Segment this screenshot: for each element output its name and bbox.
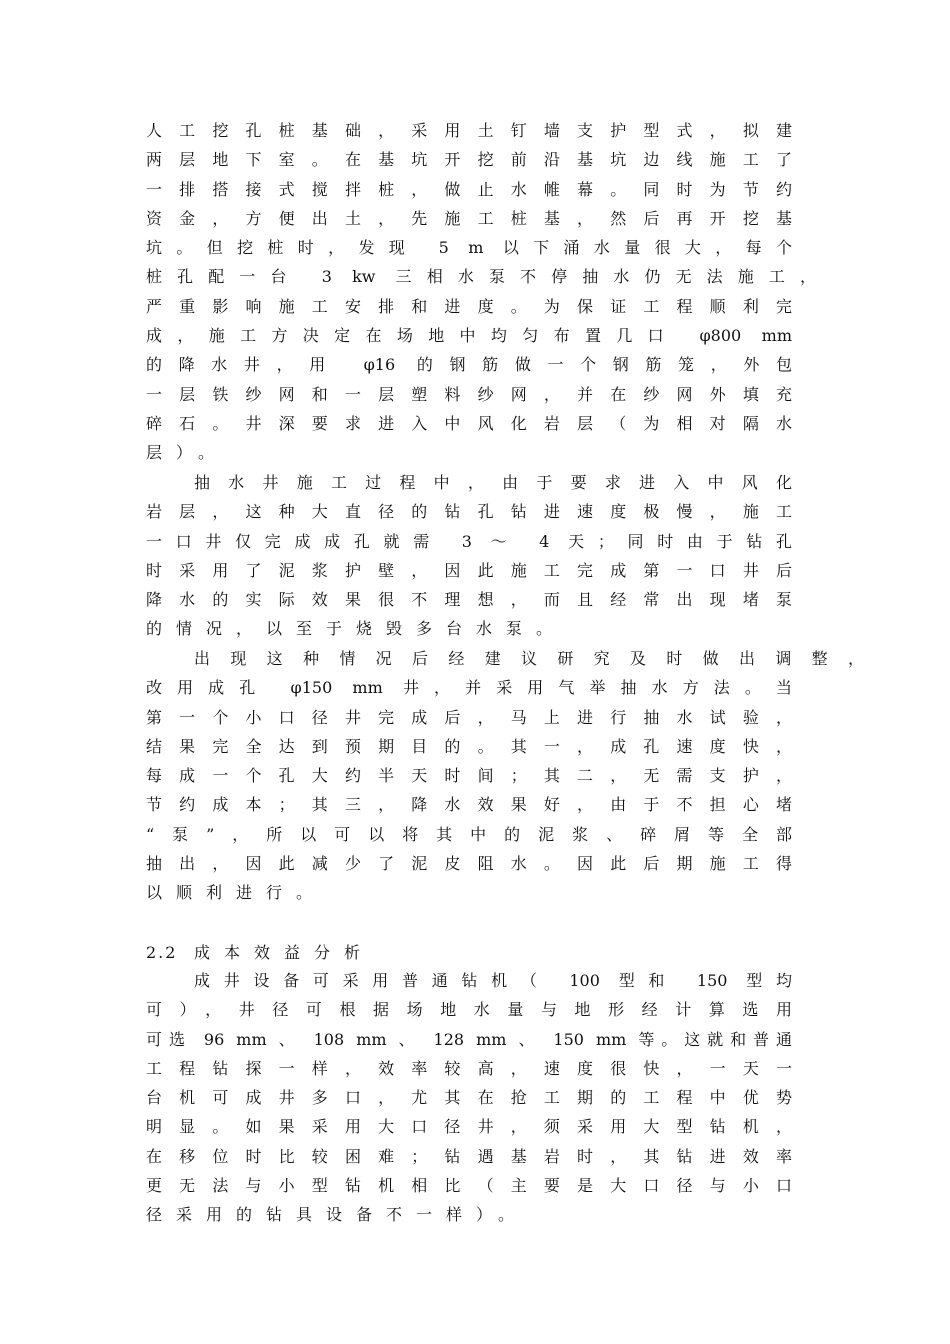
text-line: 节约成本；其三，降水效果好，由于不担心堵 — [146, 795, 792, 815]
text-line: 成，施工方决定在场地中均匀布置几口 φ800 mm — [146, 326, 792, 346]
text-line: 一排搭接式搅拌桩，做止水帷幕。同时为节约 — [146, 179, 792, 199]
text-line: 每成一个孔大约半天时间；其二，无需支护， — [146, 766, 792, 786]
text-line: 出现这种情况后经建议研究及时做出调整， — [194, 649, 864, 668]
text-line: 岩层，这种大直径的钻孔钻进速度极慢，施工 — [146, 502, 792, 522]
text-line: 桩孔配一台 3 kw 三相水泵不停抽水仍无法施工， — [146, 267, 816, 287]
text-line: 一口井仅完成成孔就需 3 ～ 4 天；同时由于钻孔 — [146, 531, 792, 551]
text-line: 抽水井施工过程中，由于要求进入中风化 — [194, 473, 792, 492]
text-line: 一层铁纱网和一层塑料纱网，并在纱网外填充 — [146, 384, 792, 404]
text-line: 降水的实际效果很不理想，而且经常出现堵泵 — [146, 590, 792, 610]
paragraph-1 — [146, 116, 816, 468]
section-number: 2.2 — [146, 943, 178, 962]
text-line: 明显。如果采用大口径井，须采用大型钻机， — [146, 1117, 792, 1137]
text-line: 的情况，以至于烧毁多台水泵。 — [146, 619, 567, 639]
text-line: 碎石。井深要求进入中风化岩层（为相对隔水 — [146, 413, 792, 433]
text-line: 成井设备可采用普通钻机（ 100 型和 150 型均 — [194, 971, 792, 990]
text-line: 以顺利进行。 — [146, 883, 327, 903]
text-line: 工程钻探一样，效率较高，速度很快，一天一 — [146, 1058, 792, 1078]
text-line: 时采用了泥浆护壁，因此施工完成第一口井后 — [146, 560, 792, 580]
text-line: 在移位时比较困难；钻遇基岩时，其钻进效率 — [146, 1146, 792, 1166]
text-line: 可选 96 mm 、 108 mm 、 128 mm 、 150 mm 等。这就和普通 — [146, 1029, 792, 1049]
text-line: 人工挖孔桩基础，采用土钉墙支护型式，拟建 — [146, 121, 792, 140]
text-line: 坑。但挖桩时，发现 5 m 以下涌水量很大，每个 — [146, 238, 792, 258]
text-line: 台机可成井多口，尤其在抢工期的工程中优势 — [146, 1088, 792, 1108]
text-line: 更无法与小型钻机相比（主要是大口径与小口 — [146, 1176, 792, 1196]
text-line: 严重影响施工安排和进度。为保证工程顺利完 — [146, 296, 792, 316]
text-line: “泵”，所以可以将其中的泥浆、碎屑等全部 — [146, 824, 792, 844]
text-line: 改用成孔 φ150 mm 井，并采用气举抽水方法。当 — [146, 678, 792, 698]
text-line: 资金，方便出土，先施工桩基，然后再开挖基 — [146, 208, 792, 228]
text-line: 的降水井，用 φ16 的钢筋做一个钢筋笼，外包 — [146, 355, 792, 375]
section-title: 成本效益分析 — [194, 943, 375, 962]
text-line: 层）。 — [146, 443, 229, 463]
text-line: 径采用的钻具设备不一样）。 — [146, 1205, 529, 1225]
text-line: 结果完全达到预期目的。其一，成孔速度快， — [146, 736, 792, 756]
section-paragraph — [146, 966, 792, 1230]
section-heading — [146, 938, 374, 967]
paragraph-2 — [146, 468, 792, 644]
text-line: 第一个小口径井完成后，马上进行抽水试验， — [146, 707, 792, 727]
text-line: 抽出，因此减少了泥皮阻水。因此后期施工得 — [146, 854, 792, 874]
text-line: 可），井径可根据场地水量与地形经计算选用 — [146, 1000, 792, 1020]
text-line: 两层地下室。在基坑开挖前沿基坑边线施工了 — [146, 150, 792, 170]
paragraph-3 — [146, 644, 864, 908]
